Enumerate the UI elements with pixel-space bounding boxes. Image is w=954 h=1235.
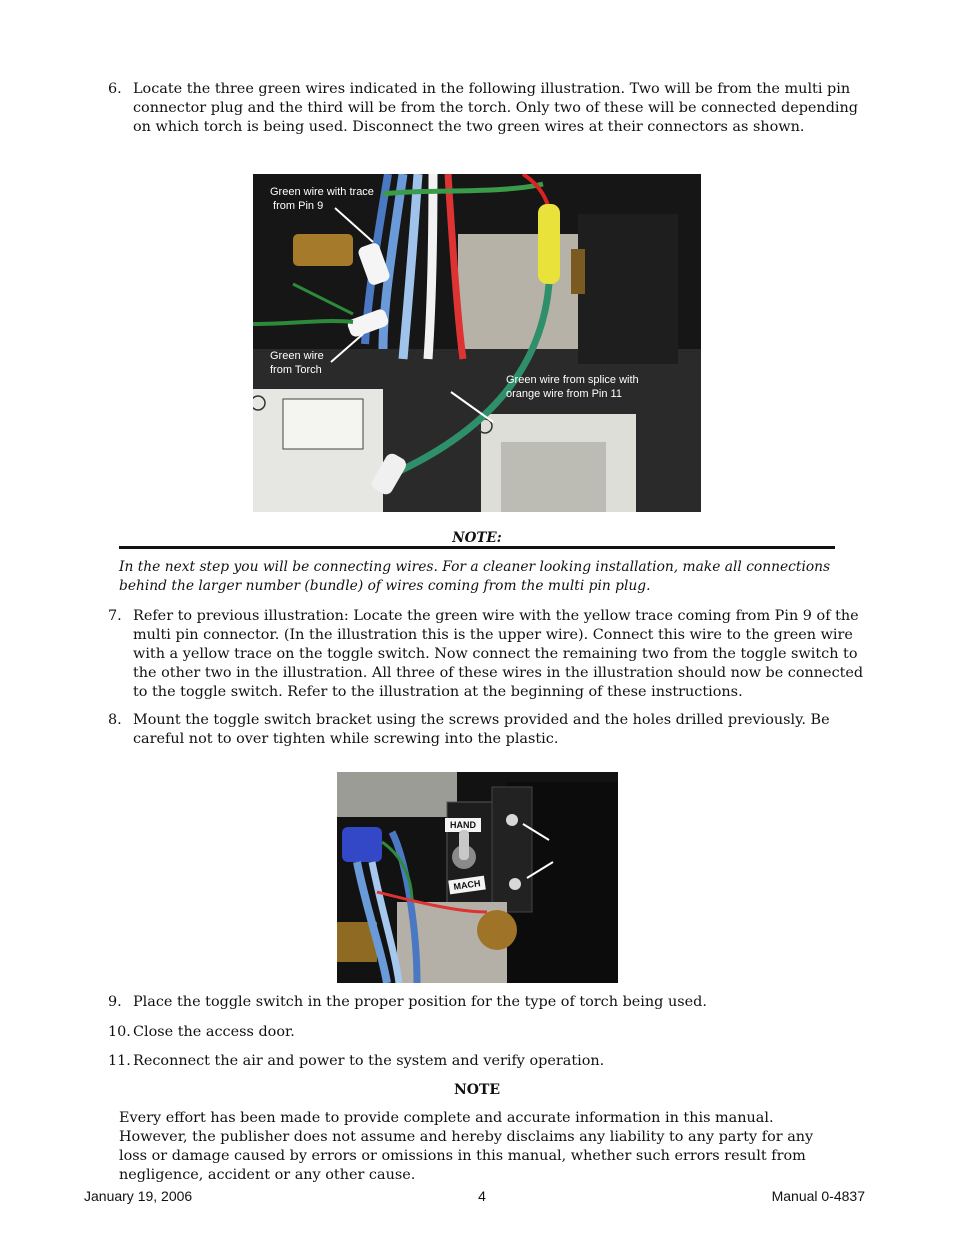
step-text: Place the toggle switch in the proper position for the type of torch being used. [133, 994, 707, 1010]
step-text: Reconnect the air and power to the system and verify operation. [133, 1053, 605, 1069]
callout-torch-wire: Green wire from Torch [270, 350, 324, 376]
step-number: 11. [108, 1053, 131, 1069]
wiring-photo-illustration [253, 174, 701, 512]
callout-pin9-wire: Green wire with trace from Pin 9 [270, 186, 374, 212]
step-number: 8. [108, 712, 122, 728]
hand-label: HAND [450, 820, 476, 830]
step-6 [108, 80, 873, 137]
step-text: Mount the toggle switch bracket using the screws provided and the holes drilled previously. Be careful not to over tighten while screwing into the plastic. [133, 712, 830, 747]
note-divider [119, 546, 835, 549]
step-number: 10. [108, 1024, 131, 1040]
step-10 [108, 1023, 873, 1042]
toggle-switch-photo [337, 772, 618, 983]
step-text: Locate the three green wires indicated in the following illustration. Two will be from the multi pin connector plug and the third will be from the torch. Only two of these will be connected depending on which torch is being used. Disconnect the two green wires at their connectors as shown. [133, 81, 858, 135]
mach-label: MACH [452, 878, 482, 892]
note-title: NOTE: [452, 530, 502, 546]
callout-splice-wire: Green wire from splice with orange wire from Pin 11 [506, 374, 639, 400]
step-number: 7. [108, 608, 122, 624]
step-9 [108, 993, 873, 1012]
footer-manual-number: Manual 0-4837 [771, 1188, 865, 1204]
note-text: In the next step you will be connecting wires. For a cleaner looking installation, make all connections behind the larger number (bundle) of wires coming from the multi pin plug. [119, 559, 831, 594]
step-number: 9. [108, 994, 122, 1010]
step-11 [108, 1052, 873, 1071]
disclaimer-title: NOTE [453, 1082, 501, 1098]
step-8 [108, 711, 873, 749]
footer-page-number: 4 [478, 1188, 486, 1204]
step-text: Refer to previous illustration: Locate the green wire with the yellow trace coming from Pin 9 of the multi pin connector. (In the illustration this is the upper wire). Connect this wire to the green wire with a yellow trace on the toggle switch. Now connect the remaining two from the toggle switch to the other two in the illustration. All three of these wires in the illustration should now be connected to the toggle switch. Refer to the illustration at the beginning of these instructions. [133, 608, 864, 700]
footer-date: January 19, 2006 [84, 1188, 193, 1204]
step-text: Close the access door. [133, 1024, 295, 1040]
step-7 [108, 607, 873, 702]
wiring-photo [253, 174, 701, 512]
step-number: 6. [108, 81, 122, 97]
disclaimer-text: Every effort has been made to provide complete and accurate information in this manual. However, the publisher does not assume and hereby disclaims any liability to any party for any loss or damage caused by errors or omissions in this manual, whether such errors result from negligence, accident or any other cause. [119, 1110, 814, 1183]
